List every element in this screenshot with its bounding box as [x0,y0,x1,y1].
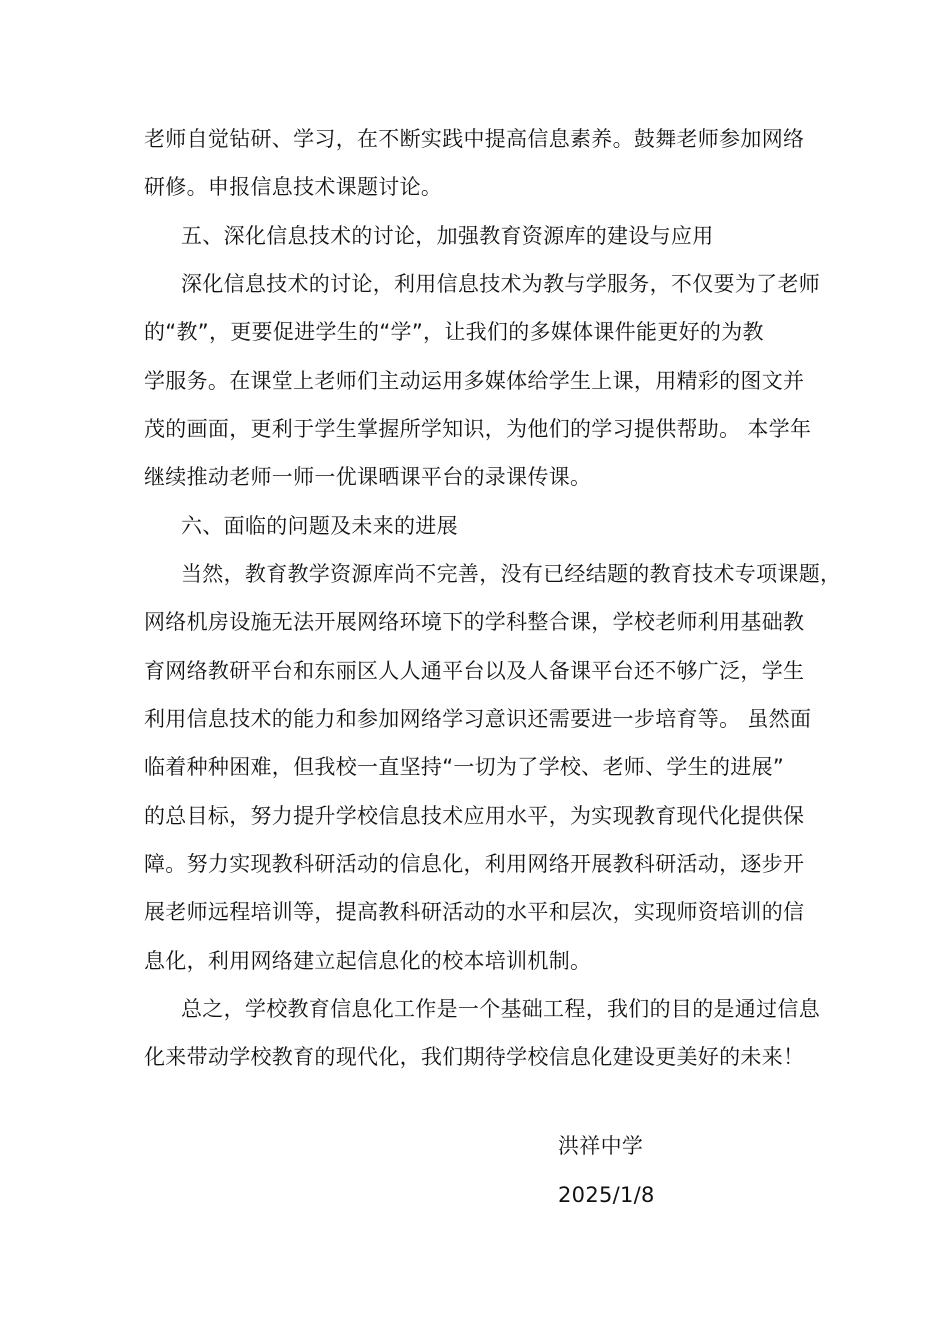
signature-school: 洪祥中学 [558,1134,644,1158]
paragraph-line: 育网络教研平台和东丽区人人通平台以及人备课平台还不够广泛，学生 [144,659,805,683]
paragraph-line: 临着种种困难，但我校一直坚持“一切为了学校、老师、学生的进展” [144,755,785,779]
paragraph-line: 利用信息技术的能力和参加网络学习意识还需要进一步培育等。 虽然面 [144,707,812,731]
paragraph-line: 的总目标，努力提升学校信息技术应用水平，为实现教育现代化提供保 [144,804,805,828]
paragraph-line: 化来带动学校教育的现代化，我们期待学校信息化建设更美好的未来！ [144,1045,805,1069]
paragraph-line: 网络机房设施无法开展网络环境下的学科整合课，学校老师利用基础教 [144,610,805,634]
paragraph-line: 当然，教育教学资源库尚不完善，没有已经结题的教育技术专项课题， [181,562,842,586]
paragraph-line: 深化信息技术的讨论，利用信息技术为教与学服务，不仅要为了老师 [181,272,820,296]
paragraph-line: 息化，利用网络建立起信息化的校本培训机制。 [144,949,592,973]
paragraph-line: 总之，学校教育信息化工作是一个基础工程，我们的目的是通过信息 [181,997,820,1021]
paragraph-line: 茂的画面，更利于学生掌握所学知识，为他们的学习提供帮助。 本学年 [144,417,812,441]
paragraph-line: 继续推动老师一师一优课晒课平台的录课传课。 [144,465,592,489]
section-heading: 六、面临的问题及未来的进展 [181,514,458,538]
paragraph-line: 研修。申报信息技术课题讨论。 [144,175,443,199]
signature-date: 2025/1/8 [558,1183,655,1207]
paragraph-line: 的“教”，更要促进学生的“学”，让我们的多媒体课件能更好的为教 [144,320,764,344]
paragraph-line: 障。努力实现教科研活动的信息化，利用网络开展教科研活动，逐步开 [144,852,805,876]
paragraph-line: 展老师远程培训等，提高教科研活动的水平和层次，实现师资培训的信 [144,900,805,924]
paragraph-line: 学服务。在课堂上老师们主动运用多媒体给学生上课，用精彩的图文并 [144,369,805,393]
section-heading: 五、深化信息技术的讨论，加强教育资源库的建设与应用 [181,224,714,248]
paragraph-line: 老师自觉钻研、学习，在不断实践中提高信息素养。鼓舞老师参加网络 [144,127,805,151]
